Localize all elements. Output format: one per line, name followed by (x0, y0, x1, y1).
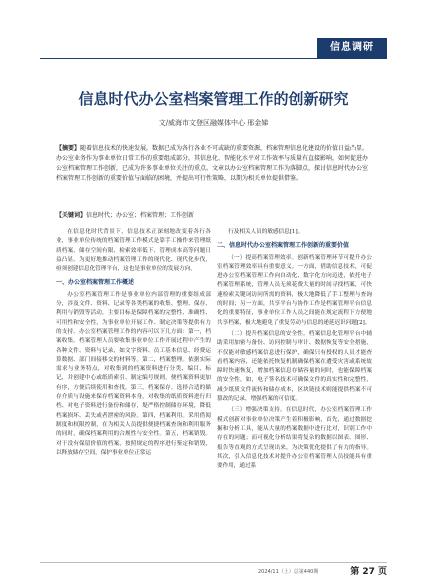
section-heading: 一、办公室档案管理工作概述 (56, 279, 135, 287)
section-heading: 二、信息时代办公室档案管理工作创新的重要价值 (217, 242, 350, 250)
abstract-text: 随着信息技术的快速发展，数据已成为各行各业不可或缺的重要资源，档案管理信息化建设的价值日益凸显。办公室业务作为事业单位日常工作的重要组成部分，其信息化、智能化水平对工作效率与质量有直接影响，如何促进办公室档案管理工作创新，已成为许多事业单位关注的重点。文章以办公室档案管理工作为落脚点，探讨信息时代办公室档案管理工作创新的重要价值与面临的困境，并提出可行性策略，以期为相关单位提供借鉴。 (56, 145, 369, 182)
body-paragraph: 办公室档案管理工作是事业单位内部管理的重要组成部分，涉及文件、资料、记录等各类档案的收集、整理、保存、利用与销毁等活动，主要目标是保障档案的完整性、准确性、可用性和安全性，为事业单位开展工作、制定决策等提供有力的支持。办公室档案管理工作的内容可以下几方面：第一，档案收集。档案管理人员要收集事业单位工作开展过程中产生的各种文件、资料与记录，如文字资料、员工基本信息、经费运算数据、部门间接移交的材料等。第二，档案整理。依据实际需求与业务特点，对收集到的档案资料进行分类、编目、标记，并创建中心或纸质索引、制定编号规则，便档案资料更加有序，方便后续使用和查找。第三，档案保存。选择合适的储存介质与设施来保存档案资料本身，对收集的纸质资料进行归档、对电子资料进行备份和储存，堤严格控制储存环境，降低档案损坏、丢失或者泄密的风险。第四，档案利用。采用借阅制度和权限控制，在为相关人员提供便捷档案查询和利用服务的同时，确保档案利用的合规性与安全性。第五，档案销毁。对于没有保留价值的档案，按照规定的程序进行鉴定和销毁，以释放储存空间，保护事业单位正常运 (56, 291, 211, 456)
body-paragraph: （二）提升档案信息的安全性。档案信息化管理平台中辅助采用加密与备份、访问控制与审计、数据恢复等安全措施，不仅能对敏感档案信息进行保护，确保只有授权的人员才能查看档案内容，还能依托恢复机制确保档案在遭受灾害或系统故障时快速恢复，增加档案信息存储容量的同时，也能保障档案的安全性。如，电子签名技术可确保文件的真实性和完整性，减少纸质文件流转和储存成本，区块链技术则能提供档案不可篡改的记录，增强档案的可信度。 (217, 330, 372, 403)
abstract-label: 【摘要】 (56, 145, 81, 152)
issue-info: 2024/11（上）总第440期 (258, 569, 319, 575)
keywords (56, 210, 371, 219)
body-paragraph: （三）增强决策支持。在信息时代，办公室档案管理工作模式创新对事业单位决策产生着积极影响，首先，通过数据挖掘和分析工具，能从大量的档案数据中进行比对，识别工作中存在的问题；而可视化分析结果将复杂的数据以图表、图形、报告等直观的方式呈现出来，为决策优化提供了有力的指导。其次，引入信息化技术对提升办公室档案管理人员技能具有重要作用，通过系 (217, 407, 372, 470)
body-column-left (56, 228, 211, 460)
body-paragraph: 行及相关人员的敏感信息[1]。 (228, 229, 304, 235)
body-paragraph: 在信息化时代背景下，信息技术正深刻地改变着各行各业，事业单位传统的档案管理工作模式是靠手工操作来管理纸质档案，储存空间有限、检索效率低下、管理成本高等问题日益凸显。为更好地推动档案管理工作的现代化、现代化步伐，亟须创建信息化管理平台，这也是事业单位的发展方向。 (56, 229, 211, 273)
section-tag: 信息调研 (317, 38, 387, 58)
article-title: 信息时代办公室档案管理工作的创新研究 (78, 90, 349, 108)
header-rule (40, 58, 387, 59)
article-author: 文/威海市文登区融媒体中心 邢金娣 (158, 119, 269, 127)
keywords-text: 信息时代；办公室；档案管理；工作创新 (86, 212, 195, 219)
page-number: 第 27 页 (350, 567, 387, 577)
abstract (56, 144, 371, 184)
body-paragraph: （一）提高档案管理效率。创新档案管理环节可提升办公室档案管理效率具有重要意义。一方面，借助信息技术，可促进办公室档案管理工作向自动化、数字化方向迈进，依托电子档案管理系统，管理人员无须花费大量的时间寻找档案，可快速检索关键词访问所需的资料，极大地降低了手工整理与查询的时间；另一方面，共享平台与协作工作是档案管理平台信息化的重要特征，事业单位工作人员之间能在规定流程下方便地共享档案，极大地避免了重复劳动与信息的递延迟识问题[2]。 (217, 254, 372, 326)
body-column-right (217, 228, 372, 473)
keywords-label: 【关键词】 (56, 212, 87, 219)
footer-rule (40, 562, 387, 563)
